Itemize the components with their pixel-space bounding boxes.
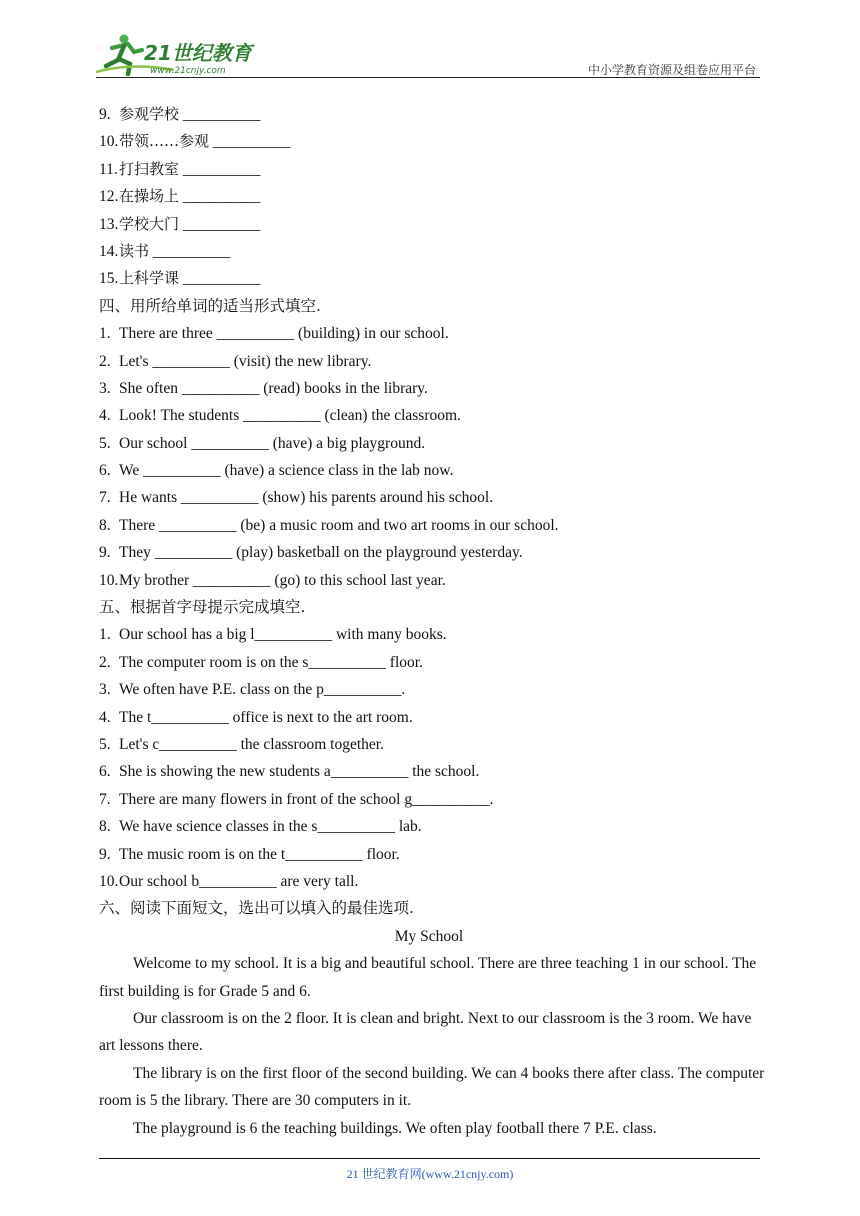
item-number: 3. [99,681,111,699]
item-text: 在操场上 [119,187,180,206]
list-item [99,676,779,703]
logo-url: www.21cnjy.com [150,66,226,76]
list-item [99,731,779,758]
list-item [99,484,779,511]
list-item [99,841,779,868]
item-number: 7. [99,489,111,507]
item-number: 1. [99,626,111,644]
item-text: She is showing the new students a__________ the school. [119,763,480,781]
list-item [99,539,779,566]
answer-blank[interactable]: __________ [182,106,261,123]
item-text: 学校大门 [119,214,180,233]
item-number: 7. [99,790,111,808]
item-text: We __________ (have) a science class in the lab now. [119,462,454,480]
logo-text: 21世纪教育 [144,41,252,65]
part5-heading: 五、根据首字母提示完成填空. [99,598,306,617]
list-item [99,183,779,210]
item-text: My brother __________ (go) to this school last year. [119,571,446,589]
item-text: She often __________ (read) books in the library. [119,379,428,397]
item-text: The music room is on the t__________ floor. [119,845,400,863]
item-text: Let's __________ (visit) the new library. [119,352,372,370]
item-text: 读书 [119,241,150,260]
item-number: 15. [99,270,119,288]
list-item [99,868,779,895]
item-text: Our school b__________ are very tall. [119,872,359,890]
item-number: 9. [99,106,111,123]
item-number: 2. [99,352,111,370]
list-item [99,457,779,484]
item-text: Our school __________ (have) a big playground. [119,434,426,452]
item-text: We have science classes in the s__________ lab. [119,818,422,836]
item-number: 12. [99,188,119,206]
passage-paragraph: The playground is 6 the teaching buildings. We often play football there 7 P.E. class. [133,1119,657,1137]
answer-blank[interactable]: __________ [182,188,261,206]
list-item [99,786,779,813]
item-text: There are many flowers in front of the school g__________. [119,790,494,808]
answer-blank[interactable]: __________ [182,270,261,288]
footer-divider [99,1158,760,1159]
answer-blank[interactable]: __________ [182,160,261,178]
list-item [99,238,779,265]
item-number: 1. [99,325,111,343]
list-item [99,348,779,375]
item-number: 3. [99,379,111,397]
item-text: Let's c__________ the classroom together. [119,735,384,753]
list-item [99,621,779,648]
item-text: Our school has a big l__________ with many books. [119,626,447,644]
list-item [99,704,779,731]
item-text: 上科学课 [119,269,180,288]
worksheet-content [99,101,779,1142]
item-number: 10. [99,571,119,589]
passage-paragraph: Our classroom is on the 2 floor. It is clean and bright. Next to our classroom is the 3 room. We have art lessons there. [99,1009,752,1055]
list-item [99,402,779,429]
item-text: 带领……参观 [119,132,210,151]
item-number: 11. [99,160,118,178]
list-item [99,758,779,785]
list-item [99,375,779,402]
page-header [0,0,860,80]
item-text: We often have P.E. class on the p__________. [119,681,406,699]
part3-list [99,101,779,293]
item-text: There __________ (be) a music room and two art rooms in our school. [119,516,559,534]
passage-title: My School [394,927,464,945]
part4-list [99,320,779,594]
item-text: They __________ (play) basketball on the playground yesterday. [119,544,523,562]
item-number: 10. [99,872,119,890]
item-text: There are three __________ (building) in our school. [119,325,449,343]
answer-blank[interactable]: __________ [212,133,291,151]
item-number: 13. [99,215,119,233]
list-item [99,567,779,594]
list-item [99,320,779,347]
list-item [99,265,779,292]
item-number: 10. [99,133,119,151]
list-item [99,813,779,840]
header-divider [96,77,760,78]
item-text: 参观学校 [119,105,180,123]
page-footer: 21 世纪教育网(www.21cnjy.com) [346,1167,514,1181]
item-number: 5. [99,735,111,753]
list-item [99,512,779,539]
item-text: The t__________ office is next to the art room. [119,708,413,726]
item-text: The computer room is on the s__________ floor. [119,653,423,671]
item-text: He wants __________ (show) his parents around his school. [119,489,494,507]
list-item [99,649,779,676]
list-item [99,101,779,128]
list-item [99,430,779,457]
answer-blank[interactable]: __________ [182,215,261,233]
passage-paragraph: The library is on the first floor of the second building. We can 4 books there after class. The computer room is 5 the library. There are 30 computers in it. [99,1064,765,1110]
platform-name: 中小学教育资源及组卷应用平台 [587,63,756,77]
logo [94,32,264,78]
item-number: 4. [99,407,111,425]
list-item [99,211,779,238]
answer-blank[interactable]: __________ [152,242,231,260]
passage-paragraph: Welcome to my school. It is a big and beautiful school. There are three teaching 1 in our school. The first building is for Grade 5 and 6. [99,955,757,1000]
item-number: 6. [99,462,111,480]
part5-list [99,621,779,895]
item-number: 8. [99,516,111,534]
item-number: 2. [99,653,111,671]
item-number: 9. [99,544,111,562]
list-item [99,128,779,155]
item-number: 9. [99,845,111,863]
item-number: 14. [99,242,119,260]
item-text: 打扫教室 [119,159,180,178]
passage [99,950,779,1142]
item-number: 5. [99,434,111,452]
item-number: 8. [99,818,111,836]
item-number: 4. [99,708,111,726]
part4-heading: 四、用所给单词的适当形式填空. [99,296,321,315]
list-item [99,156,779,183]
item-number: 6. [99,763,111,781]
item-text: Look! The students __________ (clean) the classroom. [119,407,461,425]
part6-heading: 六、阅读下面短文，选出可以填入的最佳选项. [99,899,414,918]
